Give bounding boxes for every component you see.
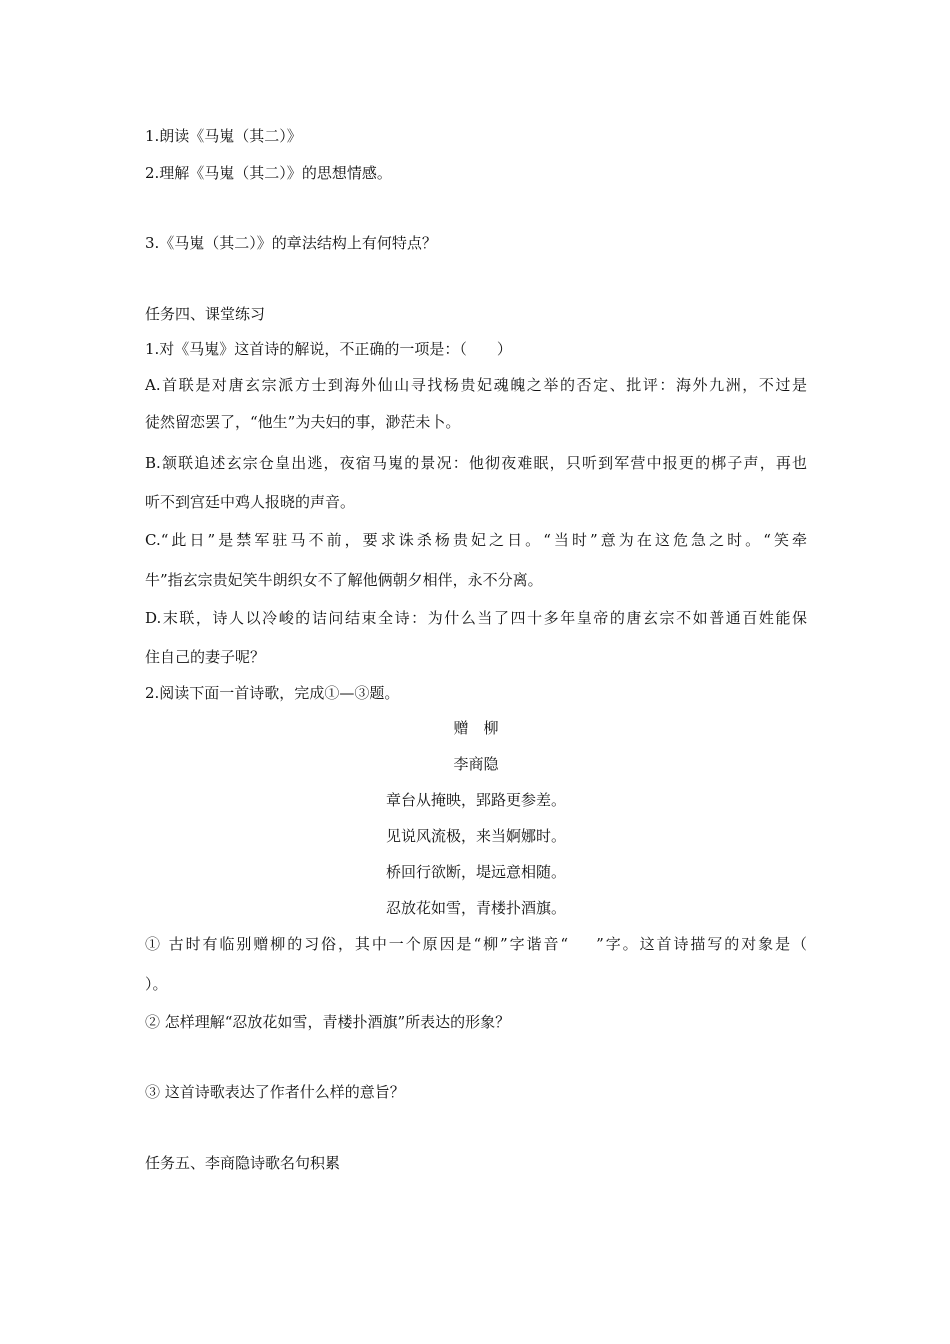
task5-heading: 任务五、李商隐诗歌名句积累 bbox=[145, 1154, 341, 1172]
exercise-2-stem: 2.阅读下面一首诗歌，完成①—③题。 bbox=[145, 684, 400, 702]
task4-heading: 任务四、课堂练习 bbox=[145, 305, 266, 323]
poem-title: 赠 柳 bbox=[453, 719, 499, 737]
option-b-line1: B.颔联追述玄宗仓皇出逃，夜宿马嵬的景况：他彻夜难眠，只听到军营中报更的梆子声，再也 bbox=[145, 454, 807, 472]
question-2: 2.理解《马嵬（其二）》的思想情感。 bbox=[145, 164, 392, 182]
sub-question-1-line2: ）。 bbox=[145, 975, 168, 993]
poem-line: 章台从掩映，郢路更参差。 bbox=[385, 791, 566, 809]
question-3: 3.《马嵬（其二）》的章法结构上有何特点？ bbox=[145, 234, 437, 252]
sub-question-1-part-b: ”字。这首诗描写的对象是（ bbox=[596, 935, 808, 953]
exercise-1-stem: 1.对《马嵬》这首诗的解说，不正确的一项是：（ ） bbox=[145, 340, 512, 358]
option-d-line2: 住自己的妻子呢？ bbox=[145, 648, 266, 666]
poem-line: 桥回行欲断，堤远意相随。 bbox=[385, 863, 566, 881]
sub-question-1-part-a: ① 古时有临别赠柳的习俗，其中一个原因是“柳”字谐音“ bbox=[145, 935, 569, 953]
option-c-line2: 牛”指玄宗贵妃笑牛朗织女不了解他俩朝夕相伴，永不分离。 bbox=[145, 571, 543, 589]
question-1: 1.朗读《马嵬（其二）》 bbox=[145, 127, 302, 145]
poem-line: 见说风流极，来当婀娜时。 bbox=[385, 827, 566, 845]
option-a-line1: A.首联是对唐玄宗派方士到海外仙山寻找杨贵妃魂魄之举的否定、批评：海外九洲，不过是 bbox=[145, 376, 807, 394]
sub-question-2: ② 怎样理解“忍放花如雪，青楼扑酒旗”所表达的形象？ bbox=[145, 1013, 511, 1031]
poem-line: 忍放花如雪，青楼扑酒旗。 bbox=[385, 899, 566, 917]
sub-question-3: ③ 这首诗歌表达了作者什么样的意旨？ bbox=[145, 1083, 405, 1101]
sub-question-1-line1 bbox=[145, 934, 807, 954]
option-a-line2: 徒然留恋罢了，“他生”为夫妇的事，渺茫未卜。 bbox=[145, 413, 461, 431]
poem-author: 李商隐 bbox=[453, 755, 499, 773]
option-c-line1: C.“此日”是禁军驻马不前，要求诛杀杨贵妃之日。“当时”意为在这危急之时。“笑牵 bbox=[145, 531, 807, 549]
option-b-line2: 听不到宫廷中鸡人报晓的声音。 bbox=[145, 493, 356, 511]
option-d-line1: D.末联，诗人以冷峻的诘问结束全诗：为什么当了四十多年皇帝的唐玄宗不如普通百姓能保 bbox=[145, 609, 807, 627]
